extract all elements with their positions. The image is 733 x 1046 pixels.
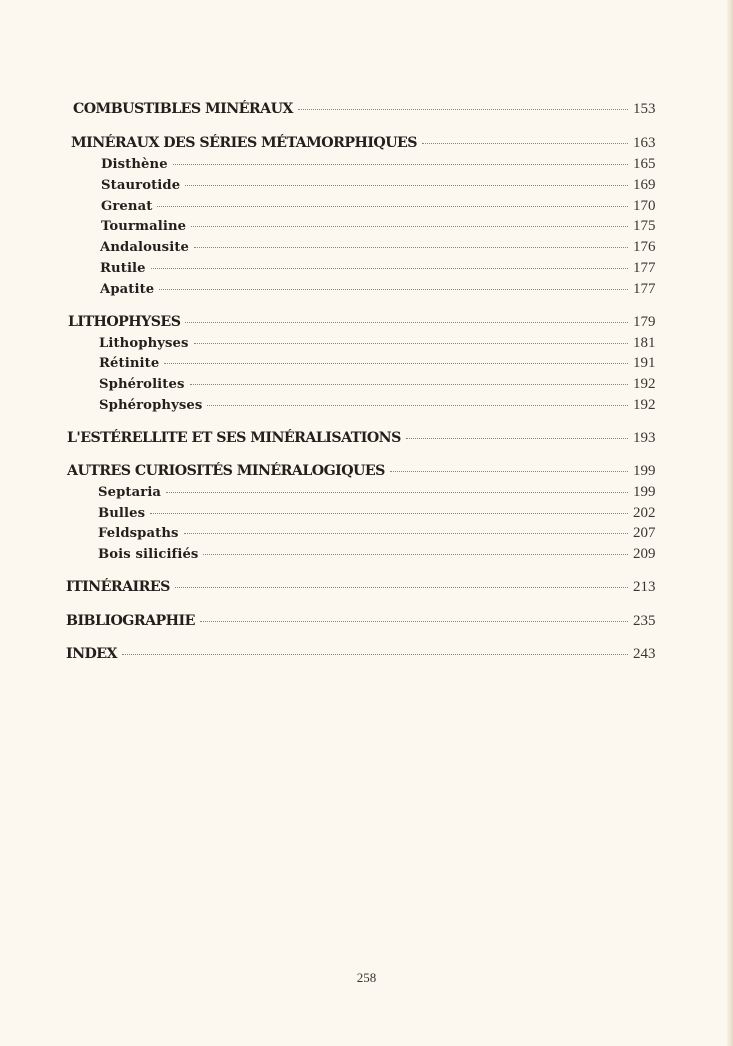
dot-leader — [173, 163, 628, 165]
toc-entry-page: 213 — [633, 579, 656, 595]
dot-leader — [166, 491, 628, 493]
toc-entry-page: 169 — [633, 177, 656, 193]
toc-entry-title: Septaria — [98, 485, 162, 500]
toc-entry-andalousite[interactable] — [100, 239, 663, 259]
toc-entry-page: 170 — [633, 198, 656, 214]
toc-entry-bibliographie[interactable] — [66, 613, 663, 633]
toc-entry-title: Tourmaline — [101, 219, 187, 234]
toc-entry-title: Sphérophyses — [99, 398, 203, 413]
dot-leader — [406, 437, 628, 439]
dot-leader — [191, 225, 628, 227]
dot-leader — [207, 404, 628, 406]
toc-entry-staurotide[interactable] — [101, 177, 663, 197]
toc-entry-apatite[interactable] — [100, 281, 663, 301]
toc-entry-title: Rétinite — [99, 356, 160, 371]
toc-entry-title: Bulles — [98, 506, 146, 521]
toc-entry-page: 165 — [633, 156, 656, 172]
dot-leader — [122, 653, 628, 655]
dot-leader — [184, 532, 628, 534]
toc-entry-title: Andalousite — [100, 240, 189, 255]
toc-entry-mineraux-series-metamorphiques[interactable] — [71, 135, 663, 155]
page-edge — [727, 0, 733, 1046]
dot-leader — [159, 288, 628, 290]
dot-leader — [194, 246, 628, 248]
toc-entry-page: 163 — [633, 135, 656, 151]
toc-entry-title: Disthène — [101, 157, 168, 172]
toc-entry-title: Feldspaths — [98, 526, 179, 541]
toc-entry-retinite[interactable] — [99, 355, 663, 375]
toc-entry-lithophyses[interactable] — [99, 335, 663, 355]
toc-entry-rutile[interactable] — [100, 260, 663, 280]
dot-leader — [185, 184, 628, 186]
toc-entry-page: 192 — [633, 397, 656, 413]
toc-entry-page: 202 — [633, 505, 656, 521]
dot-leader — [422, 142, 628, 144]
toc-entry-page: 209 — [633, 546, 656, 562]
toc-entry-page: 207 — [633, 525, 656, 541]
toc-entry-title: Sphérolites — [99, 377, 185, 392]
dot-leader — [157, 205, 628, 207]
toc-entry-title: LITHOPHYSES — [68, 314, 181, 330]
toc-entry-spherolites[interactable] — [99, 376, 663, 396]
toc-entry-title: Grenat — [101, 199, 153, 214]
toc-entry-page: 179 — [633, 314, 656, 330]
toc-entry-disthene[interactable] — [101, 156, 663, 176]
toc-entry-lithophyses-chapter[interactable] — [68, 314, 663, 334]
toc-entry-page: 193 — [633, 430, 656, 446]
toc-entry-page: 192 — [633, 376, 656, 392]
toc-entry-title: L'ESTÉRELLITE ET SES MINÉRALISATIONS — [67, 430, 401, 446]
toc-entry-page: 181 — [633, 335, 656, 351]
toc-entry-title: Lithophyses — [99, 336, 189, 351]
toc-entry-esterellite[interactable] — [67, 430, 663, 450]
toc-entry-page: 177 — [633, 281, 656, 297]
dot-leader — [150, 512, 628, 514]
dot-leader — [298, 108, 628, 110]
toc-entry-title: Apatite — [100, 282, 155, 297]
toc-entry-bois-silicifies[interactable] — [98, 546, 663, 566]
dot-leader — [194, 342, 628, 344]
toc-entry-page: 153 — [633, 101, 656, 117]
dot-leader — [390, 470, 628, 472]
page-number: 258 — [356, 970, 377, 985]
toc-entry-page: 199 — [633, 463, 656, 479]
toc-entry-feldspaths[interactable] — [98, 525, 663, 545]
toc-entry-itineraires[interactable] — [66, 579, 663, 599]
toc-entry-title: COMBUSTIBLES MINÉRAUX — [73, 101, 293, 117]
dot-leader — [164, 362, 628, 364]
toc-entry-index[interactable] — [66, 646, 663, 666]
dot-leader — [175, 586, 628, 588]
toc-entry-autres-curiosites[interactable] — [67, 463, 663, 483]
toc-entry-title: Staurotide — [101, 178, 181, 193]
toc-entry-title: ITINÉRAIRES — [66, 579, 170, 595]
dot-leader — [190, 383, 629, 385]
dot-leader — [185, 321, 628, 323]
dot-leader — [151, 267, 628, 269]
toc-entry-bulles[interactable] — [98, 505, 663, 525]
toc-entry-page: 235 — [633, 613, 656, 629]
toc-entry-page: 176 — [633, 239, 656, 255]
toc-entry-combustibles-mineraux[interactable] — [73, 101, 663, 121]
toc-entry-title: AUTRES CURIOSITÉS MINÉRALOGIQUES — [67, 463, 385, 479]
toc-entry-grenat[interactable] — [101, 198, 663, 218]
toc-entry-page: 191 — [633, 355, 656, 371]
toc-entry-page: 177 — [633, 260, 656, 276]
dot-leader — [203, 553, 628, 555]
toc-entry-septaria[interactable] — [98, 484, 663, 504]
toc-entry-page: 199 — [633, 484, 656, 500]
toc-entry-tourmaline[interactable] — [101, 218, 663, 238]
toc-entry-spherophyses[interactable] — [99, 397, 663, 417]
toc-entry-page: 175 — [633, 218, 656, 234]
dot-leader — [200, 620, 628, 622]
toc-entry-title: Rutile — [100, 261, 146, 276]
toc-entry-title: MINÉRAUX DES SÉRIES MÉTAMORPHIQUES — [71, 135, 417, 151]
toc-entry-title: INDEX — [66, 646, 117, 662]
toc-entry-title: Bois silicifiés — [98, 547, 199, 562]
toc-entry-title: BIBLIOGRAPHIE — [66, 613, 195, 629]
toc-entry-page: 243 — [633, 646, 656, 662]
